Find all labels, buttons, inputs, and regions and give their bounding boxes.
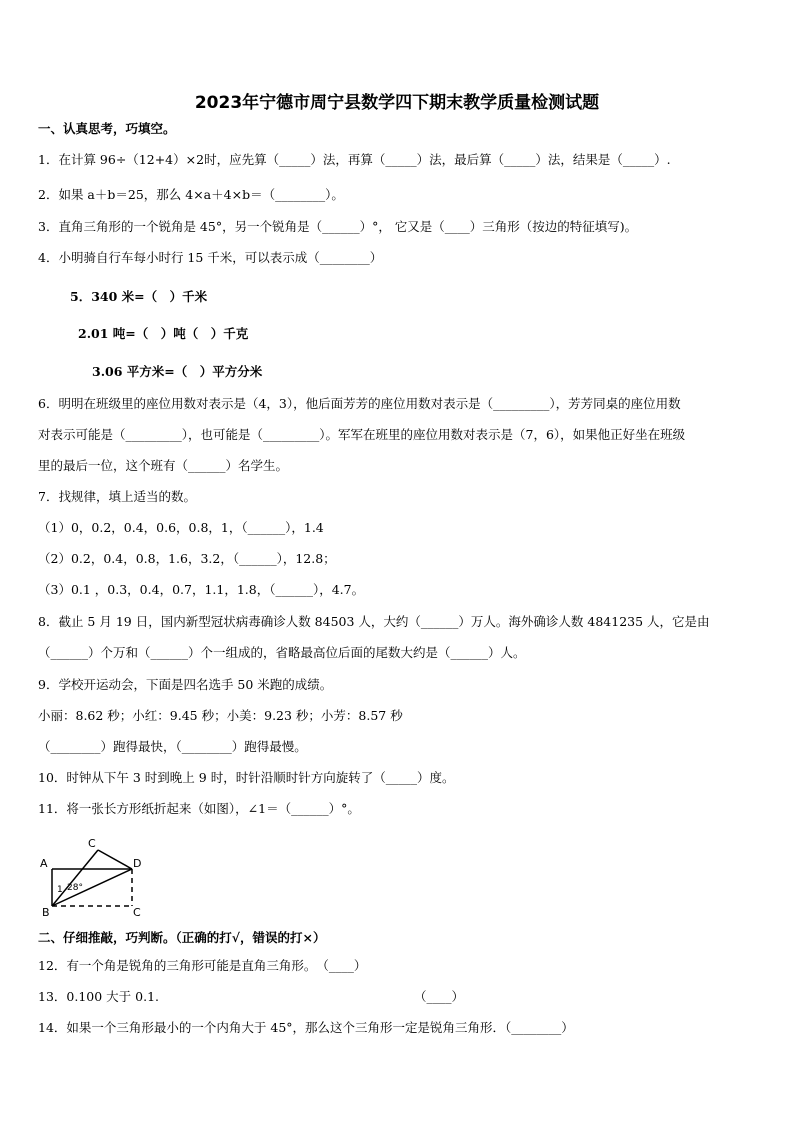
- question-2: 2．如果 a＋b＝25，那么 4×a＋4×b＝（________）。: [38, 187, 344, 202]
- label-b: B: [42, 906, 50, 919]
- question-5-part-b: 2.01 吨=（ ）吨（ ）千克: [78, 326, 249, 341]
- edge-b-c-prime: [52, 850, 98, 906]
- question-14: 14．如果一个三角形最小的一个内角大于 45°，那么这个三角形一定是锐角三角形．（________）: [38, 1020, 574, 1035]
- question-9-results: 小丽：8.62 秒；小红：9.45 秒；小美：9.23 秒；小芳：8.57 秒: [38, 708, 403, 723]
- section-heading-fill-in: 一、认真思考，巧填空。: [38, 121, 176, 136]
- question-8-line-2: （______）个万和（______）个一组成的，省略最高位后面的尾数大约是（______）人。: [38, 645, 526, 660]
- question-9-blanks: （________）跑得最快，（________）跑得最慢。: [38, 739, 307, 754]
- question-5-part-a: 5．340 米=（ ）千米: [70, 289, 208, 304]
- figure-svg: [36, 834, 148, 918]
- question-5-part-c: 3.06 平方米=（ ）平方分米: [92, 364, 263, 379]
- question-9: 9．学校开运动会，下面是四名选手 50 米跑的成绩。: [38, 677, 333, 692]
- page-title: 2023年宁德市周宁县数学四下期末教学质量检测试题: [194, 93, 600, 113]
- question-6-line-2: 对表示可能是（_________），也可能是（_________）。军军在班里的座位用数对表示是（7，6），如果他正好坐在班级: [38, 427, 686, 442]
- label-d: D: [133, 857, 142, 870]
- question-8-line-1: 8．截止 5 月 19 日，国内新型冠状病毒确诊人数 84503 人，大约（______）万人。海外确诊人数 4841235 人，它是由: [38, 614, 710, 629]
- question-7: 7．找规律，填上适当的数。: [38, 489, 196, 504]
- label-angle-28: 28°: [67, 883, 83, 893]
- section-heading-judge: 二、仔细推敲，巧判断。（正确的打√，错误的打×）: [38, 930, 326, 945]
- question-7-part-1: （1）0，0.2，0.4，0.6，0.8，1，（______），1.4: [38, 520, 324, 535]
- label-c-bottom: C: [133, 906, 141, 919]
- question-4: 4．小明骑自行车每小时行 15 千米，可以表示成（________）: [38, 250, 383, 265]
- question-3: 3．直角三角形的一个锐角是 45°，另一个锐角是（______）°， 它又是（____）三角形（按边的特征填写)。: [38, 219, 638, 234]
- folded-rectangle-figure: [36, 834, 148, 918]
- label-a: A: [40, 857, 48, 870]
- question-11: 11．将一张长方形纸折起来（如图），∠1＝（______）°。: [38, 801, 360, 816]
- label-angle-1: 1: [57, 885, 63, 895]
- question-10: 10．时钟从下午 3 时到晚上 9 时，时针沿顺时针方向旋转了（_____）度。: [38, 770, 455, 785]
- edge-c-prime-d: [98, 850, 132, 869]
- question-7-part-2: （2）0.2，0.4，0.8，1.6，3.2，（______），12.8；: [38, 551, 336, 566]
- question-13: 13．0.100 大于 0.1.: [38, 989, 159, 1004]
- question-1: 1．在计算 96÷（12+4）×2时，应先算（_____）法，再算（_____）法，最后算（_____）法，结果是（_____）.: [38, 152, 671, 167]
- question-12: 12．有一个角是锐角的三角形可能是直角三角形。 （____）: [38, 958, 367, 973]
- question-6-line-3: 里的最后一位，这个班有（______）名学生。: [38, 458, 289, 473]
- fold-line-bd: [52, 869, 132, 906]
- question-6-line-1: 6．明明在班级里的座位用数对表示是（4，3），他后面芳芳的座位用数对表示是（_________），芳芳同桌的座位用数: [38, 396, 681, 411]
- question-7-part-3: （3）0.1 ，0.3，0.4，0.7，1.1，1.8，（______），4.7。: [38, 582, 365, 597]
- question-13-blank: （____）: [414, 989, 465, 1004]
- label-c-top: C: [88, 837, 96, 850]
